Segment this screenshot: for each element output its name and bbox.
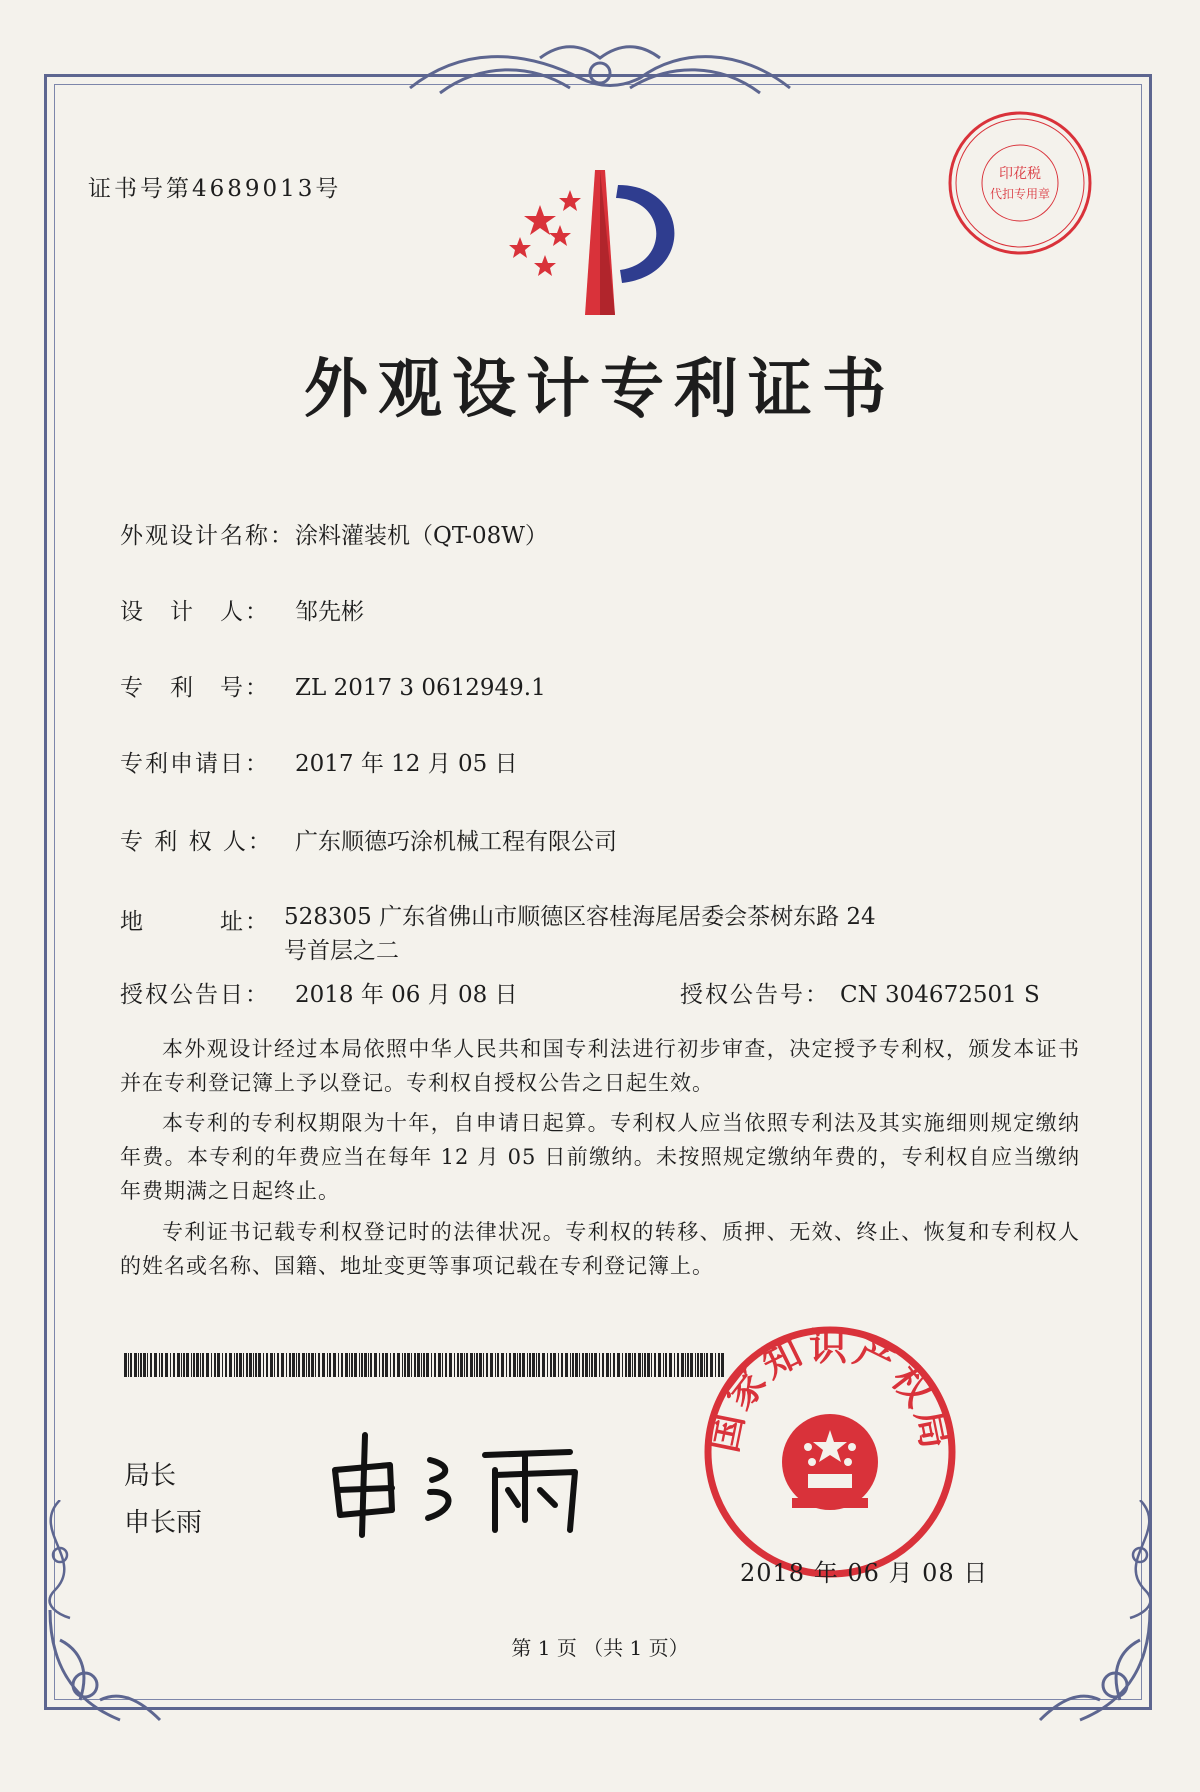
barcode-bar <box>239 1353 242 1377</box>
grant-number-label: 授权公告号： <box>680 982 830 1008</box>
page-title: 外观设计专利证书 <box>304 353 896 427</box>
barcode-bar <box>128 1353 129 1377</box>
barcode-bar <box>368 1353 369 1377</box>
filing-date-value: 2017 年 12 月 05 日 <box>295 751 518 777</box>
barcode-bar <box>527 1353 528 1377</box>
barcode-bar <box>434 1353 436 1377</box>
barcode-bar <box>665 1353 667 1377</box>
barcode-bar <box>677 1353 679 1377</box>
field-address <box>120 903 295 936</box>
barcode-bar <box>632 1353 633 1377</box>
barcode-bar <box>479 1353 482 1377</box>
barcode-bar <box>538 1353 540 1377</box>
barcode-bar <box>464 1353 465 1377</box>
barcode-bar <box>289 1353 291 1377</box>
barcode-bar <box>565 1353 568 1377</box>
barcode-bar <box>647 1353 650 1377</box>
certificate-number: 证书号第4689013号 <box>88 176 342 202</box>
barcode-bar <box>497 1353 499 1377</box>
barcode-bar <box>181 1353 182 1377</box>
barcode-bar <box>602 1353 604 1377</box>
barcode-bar <box>200 1353 201 1377</box>
barcode-bar <box>572 1353 574 1377</box>
patentee-value: 广东顺德巧涂机械工程有限公司 <box>295 829 617 855</box>
barcode-bar <box>681 1353 684 1377</box>
barcode-bar <box>333 1353 336 1377</box>
barcode-bar <box>143 1353 146 1377</box>
field-grant-number <box>680 976 1040 1009</box>
address-line-2: 号首层之二 <box>284 938 399 964</box>
barcode-bar <box>585 1353 588 1377</box>
barcode-bar <box>414 1353 416 1377</box>
barcode-bar <box>354 1353 357 1377</box>
barcode-bar <box>183 1353 185 1377</box>
barcode-bar <box>379 1353 380 1377</box>
barcode-bar <box>622 1353 623 1377</box>
barcode-bar <box>490 1353 493 1377</box>
barcode-bar <box>191 1353 192 1377</box>
barcode-bar <box>438 1353 441 1377</box>
side-ornament-left-icon <box>30 1500 90 1620</box>
field-patentee <box>120 823 617 856</box>
barcode-bar <box>431 1353 432 1377</box>
barcode-bar <box>130 1353 132 1377</box>
body-paragraph-3: 专利证书记载专利权登记时的法律状况。专利权的转移、质押、无效、终止、恢复和专利权人的姓名或名称、国籍、地址变更等事项记载在专利登记簿上。 <box>120 1220 1080 1278</box>
barcode-bar <box>286 1353 287 1377</box>
barcode-bar <box>193 1353 195 1377</box>
barcode-bar <box>519 1353 521 1377</box>
barcode-bar <box>390 1353 391 1377</box>
designer-value: 邹先彬 <box>295 599 364 625</box>
barcode-bar <box>349 1353 350 1377</box>
barcode-bar <box>628 1353 631 1377</box>
barcode-bar <box>370 1353 372 1377</box>
barcode-bar <box>253 1353 254 1377</box>
barcode-bar <box>542 1353 545 1377</box>
barcode-bar <box>308 1353 310 1377</box>
barcode-bar <box>536 1353 537 1377</box>
barcode-bar <box>263 1353 264 1377</box>
barcode-bar <box>222 1353 223 1377</box>
barcode-bar <box>318 1353 320 1377</box>
barcode-bar <box>547 1353 548 1377</box>
barcode-bar <box>170 1353 171 1377</box>
barcode-bar <box>327 1353 328 1377</box>
barcode-bar <box>329 1353 331 1377</box>
field-designer <box>120 593 364 626</box>
grant-number-value: CN 304672501 S <box>840 982 1040 1008</box>
barcode-bar <box>486 1353 488 1377</box>
seal-text: 国家知识产权局 <box>701 1324 959 1456</box>
barcode-bar <box>589 1353 590 1377</box>
barcode-bar <box>613 1353 615 1377</box>
barcode-bar <box>476 1353 478 1377</box>
barcode-bar <box>644 1353 646 1377</box>
barcode-bar <box>124 1353 127 1377</box>
body-paragraph-1: 本外观设计经过本局依照中华人民共和国专利法进行初步审查，决定授予专利权，颁发本证书并在专利登记簿上予以登记。专利权自授权公告之日起生效。 <box>120 1037 1080 1095</box>
barcode-bar <box>522 1353 525 1377</box>
barcode-bar <box>570 1353 571 1377</box>
barcode-bar <box>315 1353 316 1377</box>
barcode-bar <box>298 1353 300 1377</box>
barcode-bar <box>351 1353 353 1377</box>
barcode-bar <box>579 1353 580 1377</box>
barcode-bar <box>426 1353 429 1377</box>
barcode-bar <box>173 1353 175 1377</box>
barcode-bar <box>359 1353 360 1377</box>
design-name-label: 外观设计名称： <box>120 523 295 549</box>
director-title: 局长 <box>124 1461 177 1491</box>
barcode-bar <box>474 1353 475 1377</box>
cnipa-official-seal-icon <box>700 1322 960 1582</box>
barcode-bar <box>407 1353 410 1377</box>
barcode-bar <box>532 1353 535 1377</box>
barcode-bar <box>196 1353 199 1377</box>
tax-seal-line2: 代扣专用章 <box>989 187 1051 201</box>
barcode-bar <box>591 1353 593 1377</box>
barcode-bar <box>495 1353 496 1377</box>
barcode-bar <box>361 1353 363 1377</box>
barcode-bar <box>255 1353 257 1377</box>
barcode-bar <box>449 1353 452 1377</box>
top-ornament-icon <box>400 38 800 108</box>
designer-label: 设 计 人： <box>120 599 270 625</box>
barcode-bar <box>134 1353 137 1377</box>
barcode-bar <box>658 1353 661 1377</box>
barcode-bar <box>270 1353 273 1377</box>
field-patent-number <box>120 669 546 702</box>
barcode-bar <box>217 1353 220 1377</box>
barcode-icon <box>124 1353 724 1377</box>
cnipa-logo-icon <box>500 165 700 315</box>
barcode-bar <box>393 1353 395 1377</box>
barcode-bar <box>150 1353 152 1377</box>
barcode-bar <box>229 1353 232 1377</box>
barcode-bar <box>311 1353 314 1377</box>
barcode-bar <box>421 1353 422 1377</box>
barcode-bar <box>177 1353 180 1377</box>
barcode-bar <box>306 1353 307 1377</box>
barcode-bar <box>697 1353 699 1377</box>
patent-number-value: ZL 2017 3 0612949.1 <box>295 675 546 701</box>
barcode-bar <box>161 1353 163 1377</box>
barcode-bar <box>483 1353 484 1377</box>
barcode-bar <box>669 1353 672 1377</box>
barcode-bar <box>397 1353 400 1377</box>
design-name-value: 涂料灌装机（QT-08W） <box>295 523 548 549</box>
field-design-name <box>120 517 548 550</box>
barcode-bar <box>558 1353 559 1377</box>
body-paragraph-2: 本专利的专利权期限为十年，自申请日起算。专利权人应当依照专利法及其实施细则规定缴纳年费。本专利的年费应当在每年 12 月 05 日前缴纳。未按照规定缴纳年费的，专利权自应当缴纳年费期满之日起终止。 <box>120 1111 1080 1203</box>
barcode-bar <box>642 1353 643 1377</box>
barcode-bar <box>638 1353 641 1377</box>
barcode-bar <box>506 1353 507 1377</box>
barcode-bar <box>411 1353 412 1377</box>
barcode-bar <box>236 1353 238 1377</box>
barcode-bar <box>364 1353 367 1377</box>
barcode-bar <box>246 1353 248 1377</box>
page-indicator: 第 1 页 （共 1 页） <box>511 1636 689 1660</box>
barcode-bar <box>610 1353 611 1377</box>
barcode-bar <box>687 1353 689 1377</box>
barcode-bar <box>674 1353 675 1377</box>
barcode-bar <box>402 1353 403 1377</box>
barcode-bar <box>663 1353 664 1377</box>
barcode-bar <box>338 1353 339 1377</box>
barcode-bar <box>296 1353 297 1377</box>
barcode-bar <box>423 1353 425 1377</box>
grant-date-label: 授权公告日： <box>120 982 270 1008</box>
barcode-bar <box>553 1353 556 1377</box>
barcode-bar <box>382 1353 384 1377</box>
barcode-bar <box>345 1353 348 1377</box>
barcode-bar <box>249 1353 252 1377</box>
barcode-bar <box>445 1353 447 1377</box>
barcode-bar <box>243 1353 244 1377</box>
barcode-bar <box>234 1353 235 1377</box>
director-signature-icon <box>320 1430 620 1540</box>
barcode-bar <box>404 1353 406 1377</box>
director-name: 申长雨 <box>124 1508 203 1538</box>
barcode-bar <box>214 1353 216 1377</box>
barcode-bar <box>529 1353 531 1377</box>
barcode-bar <box>466 1353 468 1377</box>
barcode-bar <box>258 1353 261 1377</box>
side-ornament-right-icon <box>1110 1500 1170 1620</box>
barcode-bar <box>625 1353 627 1377</box>
barcode-bar <box>341 1353 343 1377</box>
barcode-bar <box>277 1353 279 1377</box>
barcode-bar <box>417 1353 420 1377</box>
barcode-bar <box>550 1353 552 1377</box>
barcode-bar <box>147 1353 148 1377</box>
field-grant-date <box>120 976 518 1009</box>
barcode-bar <box>594 1353 597 1377</box>
barcode-bar <box>274 1353 275 1377</box>
barcode-bar <box>138 1353 139 1377</box>
barcode-bar <box>266 1353 268 1377</box>
barcode-bar <box>292 1353 295 1377</box>
barcode-bar <box>695 1353 696 1377</box>
barcode-bar <box>575 1353 578 1377</box>
tax-seal-line1: 印花税 <box>999 166 1041 182</box>
barcode-bar <box>225 1353 227 1377</box>
grant-date-value: 2018 年 06 月 08 日 <box>295 982 518 1008</box>
seal-date: 2018 年 06 月 08 日 <box>740 1559 989 1587</box>
barcode-bar <box>154 1353 157 1377</box>
barcode-bar <box>281 1353 284 1377</box>
barcode-bar <box>654 1353 656 1377</box>
barcode-bar <box>442 1353 443 1377</box>
filing-date-label: 专利申请日： <box>120 751 270 777</box>
barcode-bar <box>513 1353 516 1377</box>
patent-number-label: 专 利 号： <box>120 675 270 701</box>
barcode-bar <box>509 1353 511 1377</box>
barcode-bar <box>457 1353 459 1377</box>
tax-seal-icon <box>945 108 1095 258</box>
address-line-1: 528305 广东省佛山市顺德区容桂海尾居委会茶树东路 24 <box>284 904 876 930</box>
barcode-bar <box>685 1353 686 1377</box>
barcode-bar <box>606 1353 609 1377</box>
barcode-bar <box>651 1353 652 1377</box>
field-filing-date <box>120 745 518 778</box>
barcode-bar <box>322 1353 325 1377</box>
barcode-bar <box>634 1353 636 1377</box>
barcode-bar <box>165 1353 168 1377</box>
barcode-bar <box>561 1353 563 1377</box>
barcode-bar <box>385 1353 388 1377</box>
address-label: 地 址： <box>120 909 270 935</box>
barcode-bar <box>206 1353 209 1377</box>
barcode-bar <box>159 1353 160 1377</box>
barcode-bar <box>186 1353 189 1377</box>
barcode-bar <box>690 1353 693 1377</box>
barcode-bar <box>599 1353 600 1377</box>
barcode-bar <box>454 1353 455 1377</box>
barcode-bar <box>140 1353 142 1377</box>
barcode-bar <box>202 1353 204 1377</box>
patentee-label: 专 利 权 人： <box>120 829 273 855</box>
barcode-bar <box>501 1353 504 1377</box>
barcode-bar <box>517 1353 518 1377</box>
barcode-bar <box>470 1353 473 1377</box>
barcode-bar <box>374 1353 377 1377</box>
barcode-bar <box>582 1353 584 1377</box>
barcode-bar <box>302 1353 305 1377</box>
address-value <box>284 900 924 968</box>
barcode-bar <box>617 1353 620 1377</box>
barcode-bar <box>460 1353 463 1377</box>
barcode-bar <box>211 1353 212 1377</box>
